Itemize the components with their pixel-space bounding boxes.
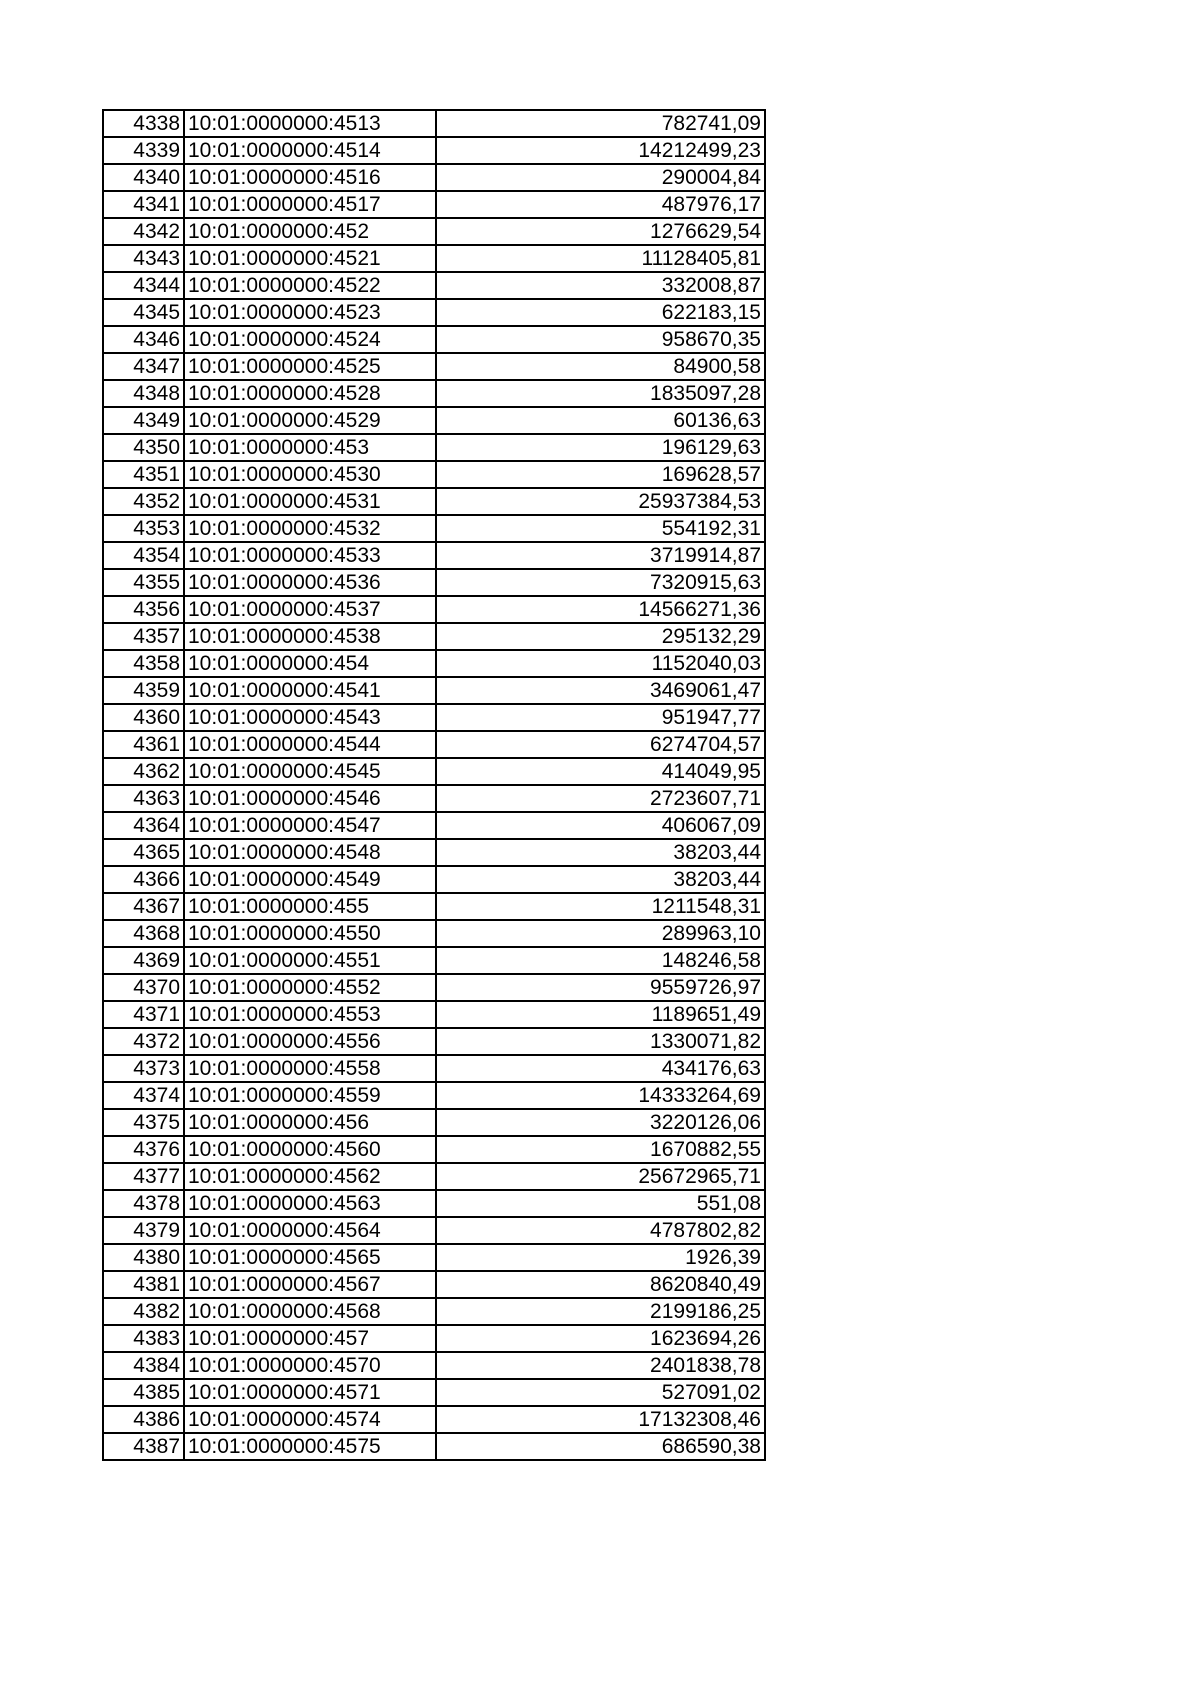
value-cell: 622183,15 bbox=[436, 299, 765, 326]
row-number-cell: 4344 bbox=[103, 272, 184, 299]
value-cell: 9559726,97 bbox=[436, 974, 765, 1001]
value-cell: 14333264,69 bbox=[436, 1082, 765, 1109]
row-number-cell: 4366 bbox=[103, 866, 184, 893]
table-row bbox=[103, 515, 765, 542]
row-number-cell: 4376 bbox=[103, 1136, 184, 1163]
value-cell: 2401838,78 bbox=[436, 1352, 765, 1379]
row-number-cell: 4365 bbox=[103, 839, 184, 866]
table-row bbox=[103, 866, 765, 893]
cadastral-number-cell: 10:01:0000000:4562 bbox=[184, 1163, 436, 1190]
value-cell: 84900,58 bbox=[436, 353, 765, 380]
table-row bbox=[103, 731, 765, 758]
row-number-cell: 4382 bbox=[103, 1298, 184, 1325]
table-row bbox=[103, 1136, 765, 1163]
value-cell: 60136,63 bbox=[436, 407, 765, 434]
cadastral-number-cell: 10:01:0000000:4551 bbox=[184, 947, 436, 974]
value-cell: 527091,02 bbox=[436, 1379, 765, 1406]
cadastral-number-cell: 10:01:0000000:454 bbox=[184, 650, 436, 677]
table-row bbox=[103, 461, 765, 488]
table-row bbox=[103, 623, 765, 650]
cadastral-number-cell: 10:01:0000000:4517 bbox=[184, 191, 436, 218]
cadastral-number-cell: 10:01:0000000:4513 bbox=[184, 110, 436, 137]
value-cell: 169628,57 bbox=[436, 461, 765, 488]
table-row bbox=[103, 407, 765, 434]
value-cell: 38203,44 bbox=[436, 839, 765, 866]
cadastral-number-cell: 10:01:0000000:4544 bbox=[184, 731, 436, 758]
row-number-cell: 4373 bbox=[103, 1055, 184, 1082]
row-number-cell: 4345 bbox=[103, 299, 184, 326]
table-row bbox=[103, 893, 765, 920]
row-number-cell: 4380 bbox=[103, 1244, 184, 1271]
value-cell: 2199186,25 bbox=[436, 1298, 765, 1325]
cadastral-number-cell: 10:01:0000000:4570 bbox=[184, 1352, 436, 1379]
row-number-cell: 4349 bbox=[103, 407, 184, 434]
cadastral-number-cell: 10:01:0000000:4523 bbox=[184, 299, 436, 326]
cadastral-number-cell: 10:01:0000000:4529 bbox=[184, 407, 436, 434]
table-row bbox=[103, 596, 765, 623]
value-cell: 7320915,63 bbox=[436, 569, 765, 596]
value-cell: 295132,29 bbox=[436, 623, 765, 650]
table-row bbox=[103, 353, 765, 380]
table-row bbox=[103, 380, 765, 407]
table-body bbox=[103, 110, 765, 1460]
data-table bbox=[102, 109, 766, 1461]
value-cell: 290004,84 bbox=[436, 164, 765, 191]
cadastral-number-cell: 10:01:0000000:453 bbox=[184, 434, 436, 461]
value-cell: 17132308,46 bbox=[436, 1406, 765, 1433]
table-row bbox=[103, 1082, 765, 1109]
table-row bbox=[103, 1055, 765, 1082]
row-number-cell: 4352 bbox=[103, 488, 184, 515]
table-row bbox=[103, 1271, 765, 1298]
table-row bbox=[103, 650, 765, 677]
cadastral-number-cell: 10:01:0000000:4536 bbox=[184, 569, 436, 596]
value-cell: 1670882,55 bbox=[436, 1136, 765, 1163]
table-row bbox=[103, 812, 765, 839]
value-cell: 1330071,82 bbox=[436, 1028, 765, 1055]
cadastral-number-cell: 10:01:0000000:457 bbox=[184, 1325, 436, 1352]
value-cell: 2723607,71 bbox=[436, 785, 765, 812]
cadastral-number-cell: 10:01:0000000:4549 bbox=[184, 866, 436, 893]
table-row bbox=[103, 191, 765, 218]
cadastral-number-cell: 10:01:0000000:456 bbox=[184, 1109, 436, 1136]
row-number-cell: 4374 bbox=[103, 1082, 184, 1109]
row-number-cell: 4339 bbox=[103, 137, 184, 164]
table-row bbox=[103, 245, 765, 272]
row-number-cell: 4364 bbox=[103, 812, 184, 839]
cadastral-number-cell: 10:01:0000000:4567 bbox=[184, 1271, 436, 1298]
table-row bbox=[103, 542, 765, 569]
cadastral-number-cell: 10:01:0000000:4575 bbox=[184, 1433, 436, 1460]
value-cell: 951947,77 bbox=[436, 704, 765, 731]
row-number-cell: 4362 bbox=[103, 758, 184, 785]
row-number-cell: 4372 bbox=[103, 1028, 184, 1055]
table-row bbox=[103, 974, 765, 1001]
table-row bbox=[103, 1028, 765, 1055]
row-number-cell: 4386 bbox=[103, 1406, 184, 1433]
cadastral-number-cell: 10:01:0000000:4528 bbox=[184, 380, 436, 407]
table-row bbox=[103, 920, 765, 947]
row-number-cell: 4353 bbox=[103, 515, 184, 542]
table-row bbox=[103, 1352, 765, 1379]
cadastral-number-cell: 10:01:0000000:4560 bbox=[184, 1136, 436, 1163]
table-row bbox=[103, 164, 765, 191]
cadastral-number-cell: 10:01:0000000:4537 bbox=[184, 596, 436, 623]
value-cell: 1152040,03 bbox=[436, 650, 765, 677]
table-row bbox=[103, 218, 765, 245]
row-number-cell: 4355 bbox=[103, 569, 184, 596]
value-cell: 3469061,47 bbox=[436, 677, 765, 704]
value-cell: 38203,44 bbox=[436, 866, 765, 893]
cadastral-number-cell: 10:01:0000000:4525 bbox=[184, 353, 436, 380]
value-cell: 8620840,49 bbox=[436, 1271, 765, 1298]
cadastral-number-cell: 10:01:0000000:4563 bbox=[184, 1190, 436, 1217]
cadastral-number-cell: 10:01:0000000:4541 bbox=[184, 677, 436, 704]
row-number-cell: 4338 bbox=[103, 110, 184, 137]
row-number-cell: 4381 bbox=[103, 1271, 184, 1298]
table-row bbox=[103, 704, 765, 731]
value-cell: 414049,95 bbox=[436, 758, 765, 785]
cadastral-number-cell: 10:01:0000000:4550 bbox=[184, 920, 436, 947]
row-number-cell: 4342 bbox=[103, 218, 184, 245]
value-cell: 4787802,82 bbox=[436, 1217, 765, 1244]
value-cell: 554192,31 bbox=[436, 515, 765, 542]
cadastral-number-cell: 10:01:0000000:4516 bbox=[184, 164, 436, 191]
table-row bbox=[103, 569, 765, 596]
row-number-cell: 4363 bbox=[103, 785, 184, 812]
value-cell: 6274704,57 bbox=[436, 731, 765, 758]
row-number-cell: 4378 bbox=[103, 1190, 184, 1217]
cadastral-number-cell: 10:01:0000000:455 bbox=[184, 893, 436, 920]
value-cell: 1211548,31 bbox=[436, 893, 765, 920]
row-number-cell: 4384 bbox=[103, 1352, 184, 1379]
row-number-cell: 4385 bbox=[103, 1379, 184, 1406]
cadastral-number-cell: 10:01:0000000:4546 bbox=[184, 785, 436, 812]
value-cell: 11128405,81 bbox=[436, 245, 765, 272]
row-number-cell: 4347 bbox=[103, 353, 184, 380]
row-number-cell: 4371 bbox=[103, 1001, 184, 1028]
row-number-cell: 4361 bbox=[103, 731, 184, 758]
row-number-cell: 4340 bbox=[103, 164, 184, 191]
cadastral-number-cell: 10:01:0000000:4545 bbox=[184, 758, 436, 785]
value-cell: 25937384,53 bbox=[436, 488, 765, 515]
cadastral-number-cell: 10:01:0000000:4559 bbox=[184, 1082, 436, 1109]
table-row bbox=[103, 137, 765, 164]
value-cell: 487976,17 bbox=[436, 191, 765, 218]
value-cell: 14212499,23 bbox=[436, 137, 765, 164]
row-number-cell: 4358 bbox=[103, 650, 184, 677]
row-number-cell: 4343 bbox=[103, 245, 184, 272]
row-number-cell: 4367 bbox=[103, 893, 184, 920]
table-row bbox=[103, 1244, 765, 1271]
table-row bbox=[103, 1109, 765, 1136]
row-number-cell: 4346 bbox=[103, 326, 184, 353]
value-cell: 782741,09 bbox=[436, 110, 765, 137]
cadastral-number-cell: 10:01:0000000:4558 bbox=[184, 1055, 436, 1082]
row-number-cell: 4387 bbox=[103, 1433, 184, 1460]
table-row bbox=[103, 110, 765, 137]
row-number-cell: 4360 bbox=[103, 704, 184, 731]
row-number-cell: 4369 bbox=[103, 947, 184, 974]
cadastral-number-cell: 10:01:0000000:4574 bbox=[184, 1406, 436, 1433]
cadastral-number-cell: 10:01:0000000:4533 bbox=[184, 542, 436, 569]
value-cell: 3719914,87 bbox=[436, 542, 765, 569]
table-row bbox=[103, 326, 765, 353]
row-number-cell: 4351 bbox=[103, 461, 184, 488]
table-row bbox=[103, 1379, 765, 1406]
cadastral-number-cell: 10:01:0000000:4521 bbox=[184, 245, 436, 272]
value-cell: 406067,09 bbox=[436, 812, 765, 839]
value-cell: 551,08 bbox=[436, 1190, 765, 1217]
value-cell: 332008,87 bbox=[436, 272, 765, 299]
cadastral-number-cell: 10:01:0000000:4532 bbox=[184, 515, 436, 542]
value-cell: 686590,38 bbox=[436, 1433, 765, 1460]
cadastral-number-cell: 10:01:0000000:4524 bbox=[184, 326, 436, 353]
row-number-cell: 4350 bbox=[103, 434, 184, 461]
table-row bbox=[103, 1298, 765, 1325]
cadastral-number-cell: 10:01:0000000:4522 bbox=[184, 272, 436, 299]
value-cell: 958670,35 bbox=[436, 326, 765, 353]
row-number-cell: 4379 bbox=[103, 1217, 184, 1244]
table-row bbox=[103, 299, 765, 326]
row-number-cell: 4348 bbox=[103, 380, 184, 407]
value-cell: 1276629,54 bbox=[436, 218, 765, 245]
value-cell: 196129,63 bbox=[436, 434, 765, 461]
row-number-cell: 4370 bbox=[103, 974, 184, 1001]
value-cell: 14566271,36 bbox=[436, 596, 765, 623]
table-row bbox=[103, 1163, 765, 1190]
table-row bbox=[103, 1001, 765, 1028]
cadastral-number-cell: 10:01:0000000:4568 bbox=[184, 1298, 436, 1325]
table-row bbox=[103, 1325, 765, 1352]
table-row bbox=[103, 785, 765, 812]
row-number-cell: 4359 bbox=[103, 677, 184, 704]
value-cell: 3220126,06 bbox=[436, 1109, 765, 1136]
value-cell: 434176,63 bbox=[436, 1055, 765, 1082]
cadastral-number-cell: 10:01:0000000:4564 bbox=[184, 1217, 436, 1244]
table-row bbox=[103, 488, 765, 515]
cadastral-number-cell: 10:01:0000000:4553 bbox=[184, 1001, 436, 1028]
value-cell: 289963,10 bbox=[436, 920, 765, 947]
row-number-cell: 4341 bbox=[103, 191, 184, 218]
cadastral-number-cell: 10:01:0000000:4548 bbox=[184, 839, 436, 866]
table-row bbox=[103, 839, 765, 866]
row-number-cell: 4357 bbox=[103, 623, 184, 650]
value-cell: 1623694,26 bbox=[436, 1325, 765, 1352]
table-row bbox=[103, 758, 765, 785]
cadastral-number-cell: 10:01:0000000:4547 bbox=[184, 812, 436, 839]
table-row bbox=[103, 434, 765, 461]
value-cell: 1189651,49 bbox=[436, 1001, 765, 1028]
row-number-cell: 4383 bbox=[103, 1325, 184, 1352]
cadastral-number-cell: 10:01:0000000:4571 bbox=[184, 1379, 436, 1406]
value-cell: 1835097,28 bbox=[436, 380, 765, 407]
table-row bbox=[103, 947, 765, 974]
cadastral-number-cell: 10:01:0000000:4556 bbox=[184, 1028, 436, 1055]
table-row bbox=[103, 677, 765, 704]
value-cell: 1926,39 bbox=[436, 1244, 765, 1271]
row-number-cell: 4354 bbox=[103, 542, 184, 569]
table-row bbox=[103, 1190, 765, 1217]
cadastral-number-cell: 10:01:0000000:4538 bbox=[184, 623, 436, 650]
cadastral-number-cell: 10:01:0000000:4531 bbox=[184, 488, 436, 515]
cadastral-number-cell: 10:01:0000000:4543 bbox=[184, 704, 436, 731]
cadastral-number-cell: 10:01:0000000:4530 bbox=[184, 461, 436, 488]
row-number-cell: 4375 bbox=[103, 1109, 184, 1136]
row-number-cell: 4377 bbox=[103, 1163, 184, 1190]
cadastral-number-cell: 10:01:0000000:452 bbox=[184, 218, 436, 245]
table-row bbox=[103, 1217, 765, 1244]
value-cell: 148246,58 bbox=[436, 947, 765, 974]
table-row bbox=[103, 1433, 765, 1460]
value-cell: 25672965,71 bbox=[436, 1163, 765, 1190]
table-row bbox=[103, 1406, 765, 1433]
row-number-cell: 4368 bbox=[103, 920, 184, 947]
cadastral-number-cell: 10:01:0000000:4565 bbox=[184, 1244, 436, 1271]
cadastral-number-cell: 10:01:0000000:4514 bbox=[184, 137, 436, 164]
row-number-cell: 4356 bbox=[103, 596, 184, 623]
table-row bbox=[103, 272, 765, 299]
cadastral-number-cell: 10:01:0000000:4552 bbox=[184, 974, 436, 1001]
